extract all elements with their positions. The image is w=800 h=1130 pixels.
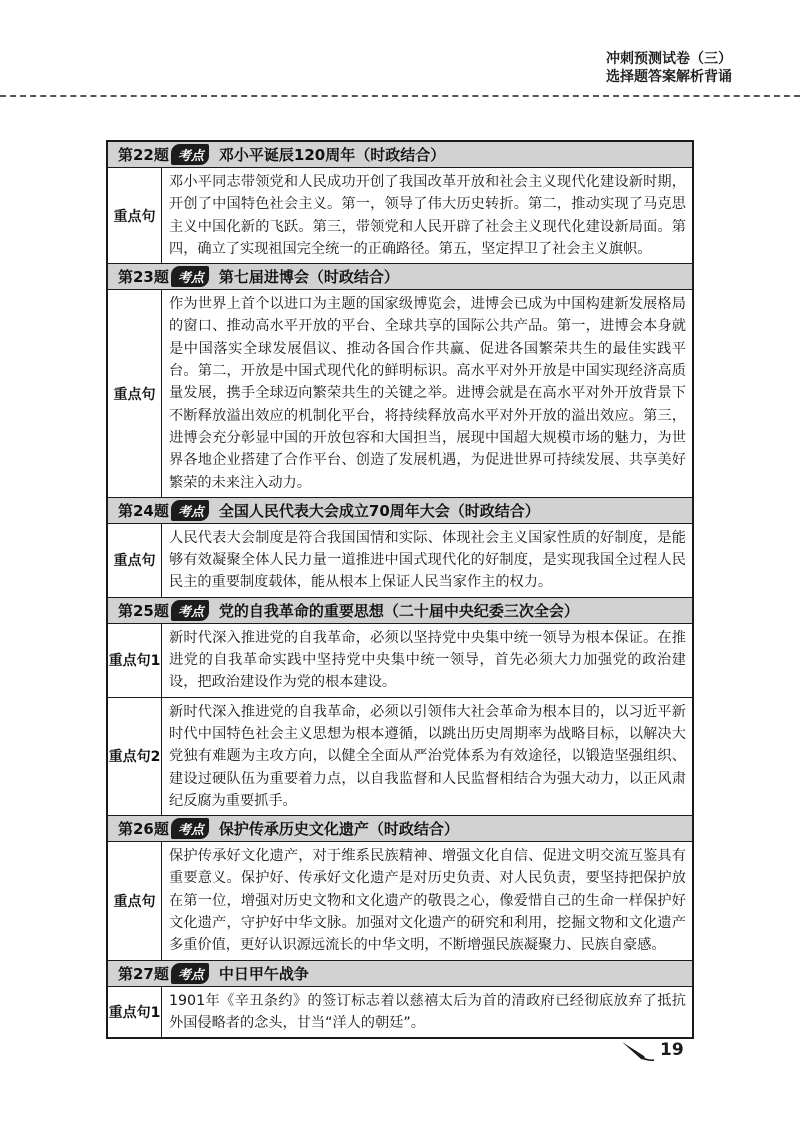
row-label: 重点句1: [108, 987, 162, 1038]
section-topic: 邓小平诞辰120周年（时政结合）: [218, 146, 446, 164]
key-sentence-row: [108, 698, 692, 816]
running-header-title: 冲刺预测试卷（三）: [606, 51, 732, 67]
key-sentence-row: [108, 524, 692, 598]
row-label: 重点句: [108, 290, 162, 497]
key-sentence-text: 作为世界上首个以进口为主题的国家级博览会，进博会已成为中国构建新发展格局的窗口、推动高水平开放的平台、全球共享的国际公共产品。第一，进博会本身就是中国落实全球发展倡议、推动各国合作共赢、促进各国繁荣共生的最佳实践平台。第二，开放是中国式现代化的鲜明标识。高水平对外开放是中国实现经济高质量发展，携手全球迈向繁荣共生的关键之举。进博会就是在高水平对外开放背景下不断释放溢出效应的机制化平台，将持续释放高水平对外开放的溢出效应。第三，进博会充分彰显中国的开放包容和大国担当，展现中国超大规模市场的魅力，为世界各地企业搭建了合作平台、创造了发展机遇，为促进世界可持续发展、共享美好繁荣的未来注入动力。: [169, 296, 686, 491]
kaodian-badge: 考点: [171, 600, 209, 621]
section-header: [108, 498, 692, 524]
kaodian-badge: 考点: [171, 963, 209, 984]
running-header: [606, 50, 732, 86]
section-topic: 第七届进博会（时政结合）: [218, 268, 399, 287]
pen-icon: [620, 1040, 656, 1062]
key-sentence-text: 邓小平同志带领党和人民成功开创了我国改革开放和社会主义现代化建设新时期，开创了中国特色社会主义。第一，领导了伟大历史转折。第二，推动实现了马克思主义中国化新的飞跃。第三，带领党和人民开辟了社会主义现代化建设新局面。第四，确立了实现祖国完全统一的正确路径。第五，坚定捍卫了社会主义旗帜。: [169, 174, 686, 257]
key-sentence-text: 1901年《辛丑条约》的签订标志着以慈禧太后为首的清政府已经彻底放弃了抵抗外国侵略者的念头，甘当“洋人的朝廷”。: [169, 992, 686, 1031]
row-label: 重点句: [108, 842, 162, 959]
key-sentence-row: [108, 290, 692, 498]
key-sentence-text: 人民代表大会制度是符合我国国情和实际、体现社会主义国家性质的好制度，是能够有效凝聚全体人民力量一道推进中国式现代化的好制度，是实现我国全过程人民民主的重要制度载体，能从根本上保证人民当家作主的权力。: [169, 529, 686, 591]
question-number: 第23题: [118, 268, 169, 287]
answer-table: [106, 140, 694, 1039]
key-sentence-text: 新时代深入推进党的自我革命，必须以坚持党中央集中统一领导为根本保证。在推进党的自我革命实践中坚持党中央集中统一领导，首先必须大力加强党的政治建设，把政治建设作为党的根本建设。: [169, 629, 686, 691]
row-label: 重点句: [108, 524, 162, 597]
question-number: 第27题: [118, 964, 169, 983]
question-number: 第24题: [118, 501, 169, 520]
page-number: 19: [660, 1040, 684, 1060]
section-header: [108, 598, 692, 624]
question-number: 第26题: [118, 820, 169, 839]
key-sentence-row: [108, 842, 692, 960]
question-number: 第25题: [118, 601, 169, 620]
section-topic: 全国人民代表大会成立70周年大会（时政结合）: [218, 501, 540, 520]
section-header: [108, 961, 692, 987]
key-sentence-row: [108, 987, 692, 1040]
key-sentence-text: 保护传承好文化遗产，对于维系民族精神、增强文化自信、促进文明交流互鉴具有重要意义。保护好、传承好文化遗产是对历史负责、对人民负责，要坚持把保护放在第一位，增强对历史文物和文化遗产的敬畏之心，像爱惜自己的生命一样保护好文化遗产，守护好中华文脉。加强对文化遗产的研究和利用，挖掘文物和文化遗产多重价值，更好认识源远流长的中华文明，不断增强民族凝聚力、民族自豪感。: [169, 848, 686, 954]
key-sentence-row: [108, 624, 692, 698]
row-label: 重点句2: [108, 698, 162, 815]
section-topic: 中日甲午战争: [218, 964, 309, 983]
dashed-divider: [0, 95, 800, 97]
kaodian-badge: 考点: [171, 144, 209, 165]
section-topic: 保护传承历史文化遗产（时政结合）: [218, 820, 459, 839]
kaodian-badge: 考点: [171, 818, 209, 839]
section-header: [108, 816, 692, 842]
row-label: 重点句1: [108, 624, 162, 697]
section-topic: 党的自我革命的重要思想（二十届中央纪委三次全会）: [218, 601, 579, 620]
key-sentence-text: 新时代深入推进党的自我革命，必须以引领伟大社会革命为根本目的，以习近平新时代中国特色社会主义思想为根本遵循，以跳出历史周期率为战略目标，以解决大党独有难题为主攻方向，以健全全面从严治党体系为有效途径，以锻造坚强组织、建设过硬队伍为重要着力点，以自我监督和人民监督相结合为强大动力，以正风肃纪反腐为重要抓手。: [169, 703, 686, 809]
question-number: 第22题: [118, 146, 169, 164]
kaodian-badge: 考点: [171, 500, 209, 521]
kaodian-badge: 考点: [171, 266, 209, 287]
section-header: [108, 264, 692, 290]
row-label: 重点句: [108, 168, 162, 263]
section-header: [108, 142, 692, 168]
running-header-subtitle: 选择题答案解析背诵: [606, 69, 732, 85]
key-sentence-row: [108, 168, 692, 264]
